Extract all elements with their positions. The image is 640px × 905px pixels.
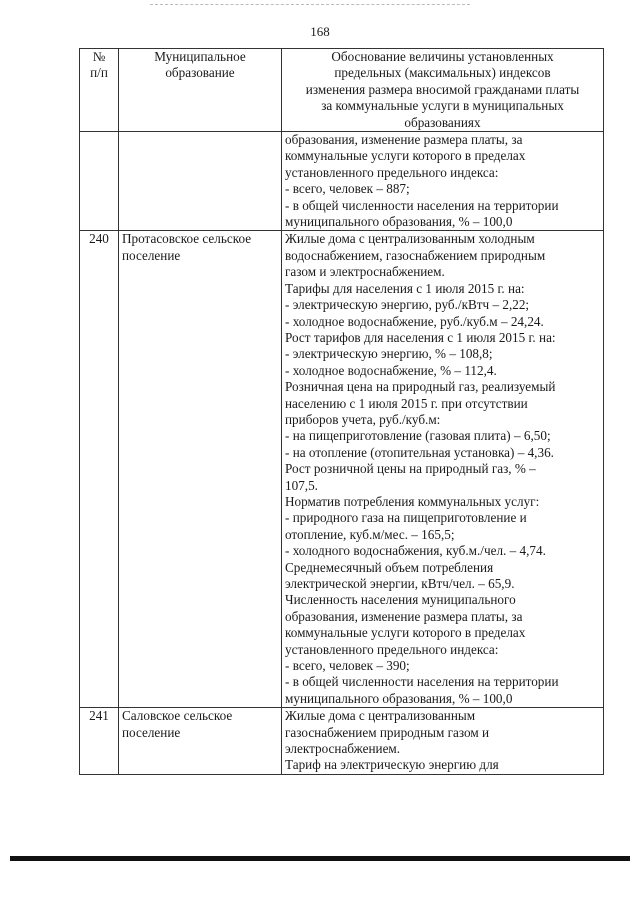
justification-line: установленного предельного индекса:: [285, 164, 499, 180]
justification-line: - в общей численности населения на территории: [285, 674, 559, 690]
justification-line: Численность населения муниципального: [285, 592, 516, 608]
table-body: [80, 132, 604, 775]
justification-line: Рост тарифов для населения с 1 июля 2015 г. на:: [285, 329, 556, 345]
header-justification: Обоснование величины установленных предельных (максимальных) индексов изменения размера вносимой гражданами платы за коммунальные услуги в муниципальных образованиях: [282, 49, 604, 132]
table-row: [80, 132, 604, 231]
justification-line: коммунальные услуги которого в пределах: [285, 148, 526, 164]
justification-line: - электрическую энергию, руб./кВтч – 2,22;: [285, 297, 530, 313]
justification-line: установленного предельного индекса:: [285, 641, 499, 657]
justification-line: отопление, куб.м/мес. – 165,5;: [285, 526, 455, 542]
scan-top-artifact: [150, 4, 470, 5]
municipality-name-line: Протасовское сельское: [122, 231, 252, 247]
row-number: [80, 132, 119, 231]
justification-line: населению с 1 июля 2015 г. при отсутствии: [285, 395, 528, 411]
justification-line: образования, изменение размера платы, за: [285, 132, 523, 148]
justification-text: [282, 708, 604, 775]
municipality-name: [119, 231, 282, 708]
justification-line: Тарифы для населения с 1 июля 2015 г. на:: [285, 280, 525, 296]
justification-line: образования, изменение размера платы, за: [285, 608, 523, 624]
justification-line: газоснабжением природным газом и: [285, 724, 490, 740]
justification-line: Жилые дома с централизованным: [285, 708, 476, 724]
municipality-name-line: Саловское сельское: [122, 708, 233, 724]
justification-line: муниципального образования, % – 100,0: [285, 690, 513, 706]
justification-line: Рост розничной цены на природный газ, % –: [285, 461, 536, 477]
justification-line: 107,5.: [285, 477, 318, 493]
justification-text: [282, 132, 604, 231]
header-num: № п/п: [80, 49, 119, 132]
row-number: 241: [80, 708, 119, 775]
table-row: [80, 708, 604, 775]
justification-line: Среднемесячный объем потребления: [285, 559, 494, 575]
tariff-table: [79, 48, 604, 775]
header-municipality: Муниципальное образование: [119, 49, 282, 132]
page-number: 168: [310, 24, 330, 39]
scan-bottom-bar: [10, 856, 630, 861]
table-row: [80, 231, 604, 708]
justification-line: газом и электроснабжением.: [285, 264, 445, 280]
row-number: 240: [80, 231, 119, 708]
justification-line: Жилые дома с централизованным холодным: [285, 231, 535, 247]
justification-line: Норматив потребления коммунальных услуг:: [285, 493, 540, 509]
justification-line: электрической энергии, кВтч/чел. – 65,9.: [285, 576, 515, 591]
justification-line: Розничная цена на природный газ, реализуемый: [285, 379, 556, 395]
justification-line: - в общей численности населения на территории: [285, 197, 559, 213]
municipality-name-line: поселение: [122, 724, 181, 740]
justification-line: - холодное водоснабжение, % – 112,4.: [285, 362, 497, 378]
justification-line: - холодное водоснабжение, руб./куб.м – 24,24.: [285, 313, 544, 329]
table-header-row: [80, 49, 604, 132]
municipality-name-line: поселение: [122, 247, 181, 263]
justification-line: - холодного водоснабжения, куб.м./чел. – 4,74.: [285, 543, 546, 559]
justification-line: - на отопление (отопительная установка) – 4,36.: [285, 444, 554, 460]
justification-line: - на пищеприготовление (газовая плита) – 6,50;: [285, 428, 551, 444]
justification-line: - всего, человек – 887;: [285, 181, 410, 197]
municipality-name: [119, 132, 282, 231]
justification-line: - всего, человек – 390;: [285, 658, 410, 674]
justification-line: - природного газа на пищеприготовление и: [285, 510, 527, 526]
justification-line: Тариф на электрическую энергию для: [285, 757, 499, 773]
justification-line: приборов учета, руб./куб.м:: [285, 411, 441, 427]
justification-text: [282, 231, 604, 708]
municipality-name: [119, 708, 282, 775]
justification-line: водоснабжением, газоснабжением природным: [285, 247, 546, 263]
justification-line: коммунальные услуги которого в пределах: [285, 625, 526, 641]
justification-line: электроснабжением.: [285, 741, 401, 757]
justification-line: - электрическую энергию, % – 108,8;: [285, 346, 493, 362]
justification-line: муниципального образования, % – 100,0: [285, 214, 513, 230]
